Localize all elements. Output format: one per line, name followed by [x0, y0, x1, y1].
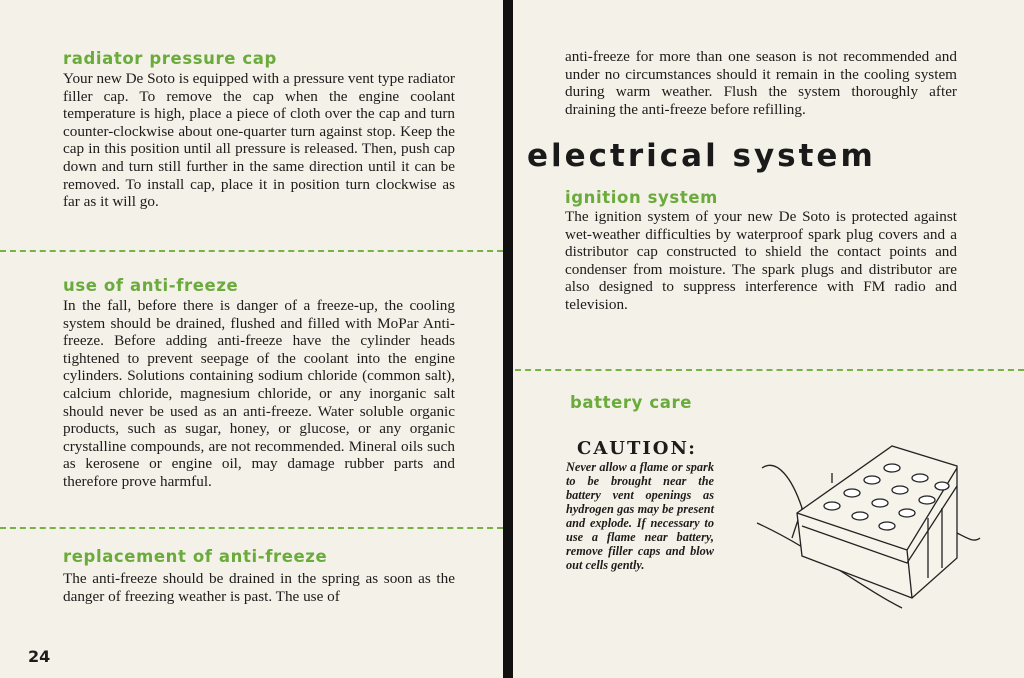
section-divider — [0, 527, 503, 529]
left-page — [0, 0, 503, 678]
section-divider — [0, 250, 503, 252]
section-heading-radiator-pressure-cap: radiator pressure cap — [63, 49, 277, 68]
page-gutter — [503, 0, 513, 678]
section-divider — [515, 369, 1024, 371]
caution-title: CAUTION: — [577, 438, 697, 459]
section-heading-battery-care: battery care — [570, 393, 692, 412]
section-body-use-of-anti-freeze: In the fall, before there is danger of a freeze-up, the cooling system should be drained, flushed and filled with MoPar Anti-freeze. Before adding anti-freeze have the cylinder heads tightened to prevent seepage of the coolant into the engine cylinders. Solutions containing sodium chloride (common salt), calcium chloride, magnesium chloride, or any inorganic salt should never be used as an anti-freeze. Water soluble organic products, such as sugar, honey, or glucose, or any organic crystalline compounds, are not recommended. Mineral oils such as kerosene or engine oil, may damage rubber parts and therefore prove harmful. — [63, 297, 455, 490]
page-number: 24 — [28, 647, 51, 666]
section-heading-ignition-system: ignition system — [565, 188, 718, 207]
caution-text: Never allow a flame or spark to be brought near the battery vent openings as hydrogen gas may be present and explode. If necessary to use a flame near battery, remove filler caps and blow out cells gently. — [566, 460, 714, 572]
chapter-title: electrical system — [527, 138, 876, 174]
continued-text: anti-freeze for more than one season is not recommended and under no circumstances should it remain in the cooling system during warm weather. Flush the system thoroughly after draining the anti-freeze before refilling. — [565, 48, 957, 118]
section-body-radiator-pressure-cap: Your new De Soto is equipped with a pressure vent type radiator filler cap. To remove the cap when the engine coolant temperature is high, place a piece of cloth over the cap and turn counter-clockwise about one-quarter turn against stop. Keep the cap in this position until all pressure is released. Then, push cap down and turn still further in the same direction until it can be removed. To install cap, place it in position turn clockwise as far as it will go. — [63, 70, 455, 211]
battery-illustration — [752, 438, 982, 613]
section-body-ignition-system: The ignition system of your new De Soto is protected against wet-weather difficulties by waterproof spark plug covers and a distributor cap constructed to shield the contact points and condenser from moisture. The spark plugs and distributor are also designed to suppress interference with FM radio and television. — [565, 208, 957, 313]
section-heading-use-of-anti-freeze: use of anti-freeze — [63, 276, 239, 295]
section-heading-replacement-of-anti-freeze: replacement of anti-freeze — [63, 547, 328, 566]
section-body-replacement-of-anti-freeze: The anti-freeze should be drained in the spring as soon as the danger of freezing weather is past. The use of — [63, 570, 455, 605]
